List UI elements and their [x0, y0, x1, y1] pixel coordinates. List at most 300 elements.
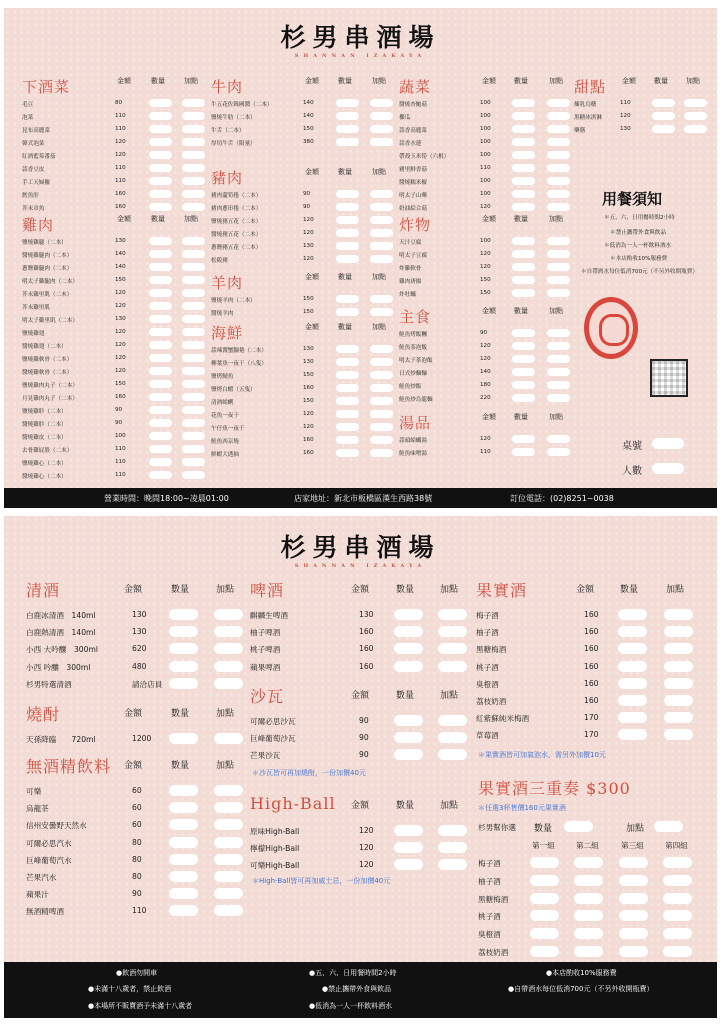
add-field[interactable] [182, 190, 205, 198]
add-field[interactable] [182, 341, 205, 349]
add-field[interactable] [664, 712, 693, 723]
qty-field[interactable] [169, 871, 198, 882]
qty-field[interactable] [169, 733, 198, 744]
qty-field[interactable] [394, 859, 423, 870]
add-field[interactable] [547, 276, 570, 284]
add-field[interactable] [214, 661, 243, 672]
qty-field[interactable] [394, 661, 423, 672]
qty-field[interactable] [149, 432, 172, 440]
section-title: 啤酒 [250, 581, 285, 600]
menu-item-name: 天汁豆腐 [399, 240, 422, 246]
menu-item-name: 草莓酒 [476, 731, 499, 741]
add-field[interactable] [214, 871, 243, 882]
add-field[interactable] [182, 99, 205, 107]
qty-field[interactable] [512, 164, 535, 172]
menu-item-name: 巨峰葡萄汽水 [26, 855, 72, 865]
qty-field[interactable] [394, 626, 423, 637]
add-header: 加點 [549, 215, 563, 223]
qty-field[interactable] [336, 295, 359, 303]
qty-field[interactable] [618, 695, 647, 706]
qty-field[interactable] [149, 164, 172, 172]
add-field[interactable] [547, 355, 570, 363]
add-field[interactable] [370, 410, 393, 418]
qty-field[interactable] [169, 785, 198, 796]
menu-item-price: 60 [132, 820, 142, 830]
qty-field[interactable] [512, 276, 535, 284]
add-field[interactable] [547, 151, 570, 159]
amount-header: 金額 [351, 801, 370, 811]
qty-field[interactable] [169, 643, 198, 654]
qty-field[interactable] [394, 609, 423, 620]
trio-item-name: 荔枝奶酒 [478, 948, 509, 957]
add-field[interactable] [370, 449, 393, 457]
menu-item-price: 120 [620, 113, 631, 119]
menu-item-name: 黑糖梅酒 [476, 645, 507, 655]
add-field[interactable] [182, 250, 205, 258]
menu-item-name: 牛五花佐韓國醬（二本） [211, 102, 273, 108]
qty-field[interactable] [169, 905, 198, 916]
add-field[interactable] [547, 164, 570, 172]
add-field[interactable] [547, 112, 570, 120]
qty-field[interactable] [618, 626, 647, 637]
add-field[interactable] [214, 888, 243, 899]
qty-field[interactable] [512, 435, 535, 443]
qty-field[interactable] [149, 99, 172, 107]
qty-field[interactable] [336, 423, 359, 431]
add-field[interactable] [182, 471, 205, 479]
qty-field[interactable] [512, 237, 535, 245]
menu-item-price: 140 [115, 264, 126, 270]
add-field[interactable] [438, 859, 467, 870]
qty-field[interactable] [512, 342, 535, 350]
qty-field[interactable] [394, 842, 423, 853]
qty-field[interactable] [149, 138, 172, 146]
add-field[interactable] [182, 367, 205, 375]
add-field[interactable] [664, 678, 693, 689]
trio-choice-field[interactable] [530, 875, 559, 886]
qty-field[interactable] [512, 448, 535, 456]
add-field[interactable] [182, 354, 205, 362]
qty-field[interactable] [149, 458, 172, 466]
menu-item-name: 醬燒雞心（二本） [22, 474, 67, 480]
add-field[interactable] [182, 458, 205, 466]
party-size-field[interactable] [652, 463, 684, 474]
menu-item-name: 鹽烤白蝦（五隻） [211, 387, 256, 393]
qty-field[interactable] [336, 242, 359, 250]
qty-field[interactable] [336, 410, 359, 418]
add-field[interactable] [547, 435, 570, 443]
qty-field[interactable] [169, 837, 198, 848]
add-field[interactable] [214, 626, 243, 637]
qty-field[interactable] [512, 381, 535, 389]
add-field[interactable] [370, 138, 393, 146]
add-field[interactable] [182, 302, 205, 310]
amount-header: 金額 [351, 585, 370, 595]
add-field[interactable] [438, 842, 467, 853]
add-field[interactable] [182, 203, 205, 211]
add-field[interactable] [547, 177, 570, 185]
add-field[interactable] [214, 802, 243, 813]
add-field[interactable] [438, 715, 467, 726]
add-field[interactable] [438, 643, 467, 654]
add-field[interactable] [370, 242, 393, 250]
menu-item-name: 豬里鮮香菇 [399, 167, 427, 173]
trio-choice-field[interactable] [574, 857, 603, 868]
qty-field[interactable] [512, 151, 535, 159]
add-field[interactable] [370, 397, 393, 405]
qty-field[interactable] [336, 436, 359, 444]
menu-item-name: 醬燒雞胗（二本） [22, 422, 67, 428]
qty-field[interactable] [336, 384, 359, 392]
qty-field[interactable] [512, 112, 535, 120]
qty-field[interactable] [149, 328, 172, 336]
trio-choice-field[interactable] [574, 910, 603, 921]
add-field[interactable] [370, 99, 393, 107]
qty-field[interactable] [336, 112, 359, 120]
add-field[interactable] [547, 368, 570, 376]
section-title: 牛肉 [211, 78, 244, 96]
menu-item-price: 80 [132, 837, 142, 847]
add-field[interactable] [370, 255, 393, 263]
qty-field[interactable] [336, 255, 359, 263]
qty-field[interactable] [169, 854, 198, 865]
qty-field[interactable] [149, 380, 172, 388]
menu-item-name: 手工天婦羅 [22, 180, 50, 186]
add-field[interactable] [438, 825, 467, 836]
add-field[interactable] [547, 138, 570, 146]
qty-field[interactable] [652, 112, 675, 120]
qty-field[interactable] [149, 419, 172, 427]
add-field[interactable] [214, 854, 243, 865]
qty-field[interactable] [512, 368, 535, 376]
add-field[interactable] [664, 661, 693, 672]
trio-choice-field[interactable] [530, 857, 559, 868]
add-field[interactable] [182, 419, 205, 427]
qty-field[interactable] [512, 250, 535, 258]
menu-item-name: 醬燒雞腿肉（二本） [22, 253, 73, 259]
trio-choice-field[interactable] [530, 946, 559, 957]
add-field[interactable] [182, 380, 205, 388]
add-field[interactable] [182, 138, 205, 146]
add-field[interactable] [182, 164, 205, 172]
add-field[interactable] [664, 643, 693, 654]
qty-field[interactable] [149, 354, 172, 362]
menu-item-name: 去骨雞屁股（二本） [22, 448, 73, 454]
add-field[interactable] [547, 448, 570, 456]
menu-item-price: 120 [480, 343, 491, 349]
add-field[interactable] [182, 406, 205, 414]
add-field[interactable] [547, 289, 570, 297]
add-field[interactable] [438, 732, 467, 743]
qty-field[interactable] [512, 190, 535, 198]
menu-item-name: 原味High-Ball [250, 827, 300, 836]
trio-choice-field[interactable] [663, 946, 692, 957]
add-field[interactable] [684, 112, 707, 120]
menu-item-name: 明太子豆腐 [399, 253, 427, 259]
add-field[interactable] [370, 345, 393, 353]
daruma-stamp-icon [584, 297, 638, 359]
qty-field[interactable] [336, 229, 359, 237]
qty-field[interactable] [149, 177, 172, 185]
menu-item-price: 160 [115, 204, 126, 210]
qty-field[interactable] [394, 643, 423, 654]
qty-field[interactable] [336, 99, 359, 107]
trio-choice-field[interactable] [619, 928, 648, 939]
qty-header: 數量 [338, 273, 352, 281]
menu-item-price: 110 [115, 178, 126, 184]
add-field[interactable] [182, 445, 205, 453]
add-field[interactable] [370, 295, 393, 303]
add-field[interactable] [547, 250, 570, 258]
qty-field[interactable] [149, 125, 172, 133]
qty-field[interactable] [336, 308, 359, 316]
qty-field[interactable] [169, 802, 198, 813]
qty-field[interactable] [169, 661, 198, 672]
add-field[interactable] [214, 609, 243, 620]
trio-choice-field[interactable] [530, 910, 559, 921]
add-field[interactable] [547, 203, 570, 211]
qty-field[interactable] [618, 712, 647, 723]
add-field[interactable] [214, 819, 243, 830]
add-field[interactable] [664, 609, 693, 620]
qty-field[interactable] [618, 609, 647, 620]
menu-item-price: 110 [115, 459, 126, 465]
rule-line: ＊低消為一人一杯飲料酒水 [604, 243, 672, 249]
trio-choice-field[interactable] [663, 893, 692, 904]
menu-item-name: 鮮蝦大透抽 [211, 452, 239, 458]
add-field[interactable] [370, 358, 393, 366]
qty-field[interactable] [149, 406, 172, 414]
trio-qty-field[interactable] [564, 821, 593, 832]
qty-field[interactable] [512, 289, 535, 297]
add-field[interactable] [547, 125, 570, 133]
trio-choice-field[interactable] [619, 893, 648, 904]
qty-field[interactable] [336, 345, 359, 353]
qty-field[interactable] [336, 397, 359, 405]
qty-field[interactable] [149, 263, 172, 271]
qty-field[interactable] [149, 367, 172, 375]
add-field[interactable] [547, 99, 570, 107]
add-field[interactable] [182, 237, 205, 245]
qty-field[interactable] [169, 626, 198, 637]
add-field[interactable] [684, 99, 707, 107]
qty-field[interactable] [512, 138, 535, 146]
add-field[interactable] [370, 229, 393, 237]
add-field[interactable] [182, 263, 205, 271]
menu-item-name: 鱈魚肝 [22, 193, 39, 199]
add-field[interactable] [370, 436, 393, 444]
qty-field[interactable] [512, 355, 535, 363]
qty-field[interactable] [149, 203, 172, 211]
qty-field[interactable] [336, 449, 359, 457]
add-field[interactable] [182, 432, 205, 440]
qty-field[interactable] [149, 302, 172, 310]
highball-note: ＊High-Ball皆可再加威士忌，一份加價40元 [252, 877, 391, 885]
add-field[interactable] [664, 626, 693, 637]
qty-field[interactable] [618, 678, 647, 689]
qty-field[interactable] [512, 99, 535, 107]
qty-header: 數量 [171, 761, 190, 771]
trio-choice-field[interactable] [574, 875, 603, 886]
qty-field[interactable] [336, 358, 359, 366]
add-field[interactable] [370, 308, 393, 316]
add-field[interactable] [182, 151, 205, 159]
qty-field[interactable] [149, 151, 172, 159]
qty-field[interactable] [149, 315, 172, 323]
trio-add-field[interactable] [654, 821, 683, 832]
add-field[interactable] [370, 190, 393, 198]
trio-choice-field[interactable] [530, 893, 559, 904]
add-field[interactable] [370, 371, 393, 379]
add-field[interactable] [370, 203, 393, 211]
add-field[interactable] [438, 661, 467, 672]
trio-choice-field[interactable] [619, 910, 648, 921]
qty-field[interactable] [336, 216, 359, 224]
menu-item-name: 桃子酒 [476, 662, 499, 672]
qty-field[interactable] [149, 289, 172, 297]
qty-field[interactable] [618, 661, 647, 672]
add-field[interactable] [684, 125, 707, 133]
qty-field[interactable] [149, 276, 172, 284]
qty-field[interactable] [512, 329, 535, 337]
qty-field[interactable] [336, 371, 359, 379]
menu-item-name: 明太子雞里肌（二本） [22, 318, 78, 324]
menu-item-name: 烏龍茶 [26, 804, 49, 814]
qty-field[interactable] [512, 394, 535, 402]
add-field[interactable] [547, 381, 570, 389]
menu-item-price: 170 [584, 730, 599, 740]
add-field[interactable] [182, 289, 205, 297]
qty-field[interactable] [149, 190, 172, 198]
brand-subtitle: SHANNAN IZAKAYA [294, 53, 427, 59]
qty-field[interactable] [618, 729, 647, 740]
qty-field[interactable] [336, 138, 359, 146]
trio-choice-field[interactable] [574, 928, 603, 939]
qty-field[interactable] [149, 445, 172, 453]
trio-choice-field[interactable] [530, 928, 559, 939]
qty-field[interactable] [394, 715, 423, 726]
menu-item-price: 130 [115, 238, 126, 244]
add-field[interactable] [547, 190, 570, 198]
trio-choice-field[interactable] [663, 928, 692, 939]
qty-field[interactable] [336, 190, 359, 198]
add-field[interactable] [438, 626, 467, 637]
table-number-field[interactable] [652, 438, 684, 449]
section-title: 雞肉 [22, 216, 55, 234]
add-header: 加點 [184, 77, 198, 85]
brand-logo [4, 528, 717, 569]
add-field[interactable] [438, 609, 467, 620]
qty-field[interactable] [394, 825, 423, 836]
menu-item-price: 160 [584, 644, 599, 654]
qty-field[interactable] [336, 203, 359, 211]
add-field[interactable] [370, 112, 393, 120]
qty-field[interactable] [149, 341, 172, 349]
qty-field[interactable] [149, 112, 172, 120]
menu-item-name: 巨峰葡萄沙瓦 [250, 734, 296, 744]
qty-field[interactable] [512, 177, 535, 185]
add-field[interactable] [214, 785, 243, 796]
trio-choice-field[interactable] [619, 857, 648, 868]
qty-field[interactable] [512, 203, 535, 211]
add-field[interactable] [214, 837, 243, 848]
add-field[interactable] [664, 695, 693, 706]
add-field[interactable] [547, 263, 570, 271]
qty-field[interactable] [149, 471, 172, 479]
trio-choice-field[interactable] [619, 875, 648, 886]
menu-item-name: 檸檬High-Ball [250, 844, 300, 854]
add-field[interactable] [664, 729, 693, 740]
add-field[interactable] [547, 237, 570, 245]
add-header: 加點 [440, 585, 459, 595]
add-field[interactable] [370, 216, 393, 224]
add-field[interactable] [214, 678, 243, 689]
add-field[interactable] [182, 125, 205, 133]
trio-choice-field[interactable] [663, 857, 692, 868]
qty-field[interactable] [169, 609, 198, 620]
section-title: 主食 [399, 308, 432, 326]
add-field[interactable] [214, 643, 243, 654]
menu-item-price: 90 [132, 889, 142, 899]
menu-item-price: 120 [303, 256, 314, 262]
add-field[interactable] [370, 423, 393, 431]
section-title: 炸物 [399, 216, 432, 234]
trio-choice-field[interactable] [574, 946, 603, 957]
qty-field[interactable] [169, 819, 198, 830]
qty-header: 數量 [396, 585, 415, 595]
qty-field[interactable] [149, 393, 172, 401]
add-field[interactable] [370, 384, 393, 392]
add-field[interactable] [547, 342, 570, 350]
qty-field[interactable] [149, 237, 172, 245]
add-field[interactable] [438, 749, 467, 760]
menu-item-price: 120 [359, 826, 374, 835]
qty-field[interactable] [652, 99, 675, 107]
menu-item-price: 110 [620, 100, 631, 106]
trio-choice-field[interactable] [663, 875, 692, 886]
qty-field[interactable] [618, 643, 647, 654]
add-field[interactable] [182, 315, 205, 323]
trio-choice-field[interactable] [619, 946, 648, 957]
add-field[interactable] [214, 905, 243, 916]
add-field[interactable] [182, 393, 205, 401]
qty-field[interactable] [512, 125, 535, 133]
qty-field[interactable] [169, 678, 198, 689]
qty-field[interactable] [512, 263, 535, 271]
amount-header: 金額 [124, 585, 143, 595]
add-field[interactable] [214, 733, 243, 744]
add-field[interactable] [182, 276, 205, 284]
qty-field[interactable] [652, 125, 675, 133]
add-field[interactable] [182, 112, 205, 120]
qty-field[interactable] [394, 732, 423, 743]
trio-choice-field[interactable] [574, 893, 603, 904]
menu-item-name: 泡菜 [22, 115, 34, 121]
add-field[interactable] [182, 328, 205, 336]
qty-field[interactable] [169, 888, 198, 899]
add-field[interactable] [547, 394, 570, 402]
qty-field[interactable] [394, 749, 423, 760]
qty-field[interactable] [149, 250, 172, 258]
add-field[interactable] [182, 177, 205, 185]
trio-item-name: 臭橙酒 [478, 930, 501, 940]
add-field[interactable] [547, 329, 570, 337]
trio-choice-field[interactable] [663, 910, 692, 921]
add-field[interactable] [370, 125, 393, 133]
section-title: 果實酒 [476, 581, 528, 600]
qr-code-icon[interactable] [650, 359, 688, 397]
qty-field[interactable] [336, 125, 359, 133]
